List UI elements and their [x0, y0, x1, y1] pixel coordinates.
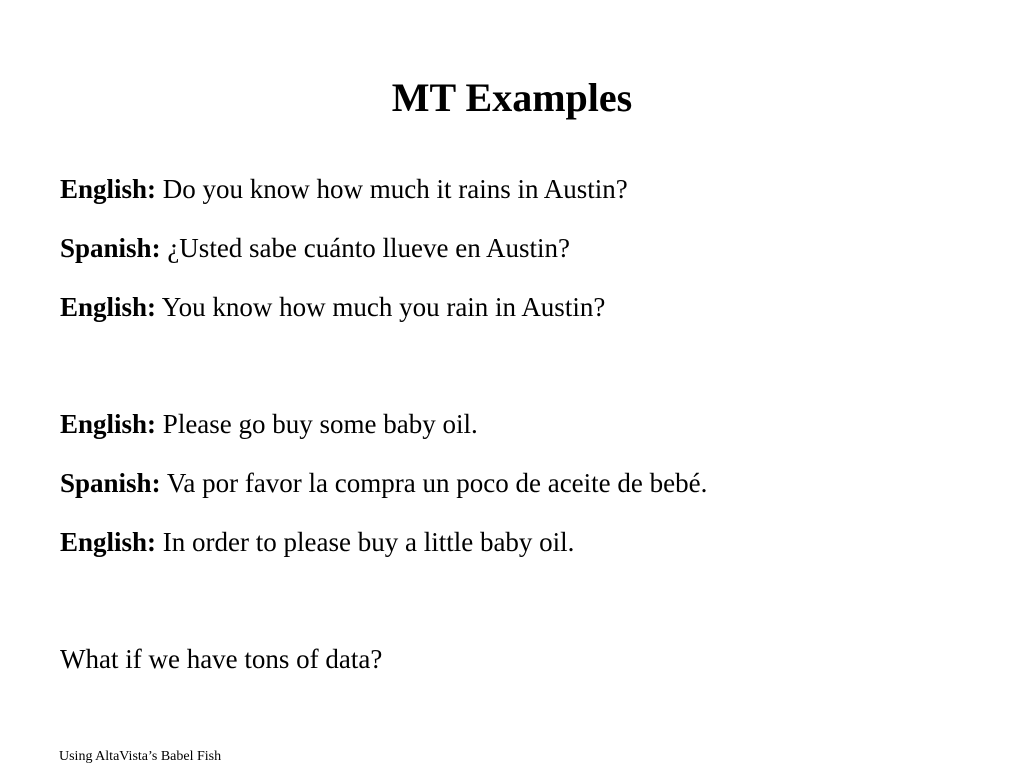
- sentence-text: ¿Usted sabe cuánto llueve en Austin?: [167, 233, 570, 263]
- sentence-text: Please go buy some baby oil.: [162, 409, 478, 439]
- sentence-text: Va por favor la compra un poco de aceite de bebé.: [166, 468, 708, 498]
- example2-english-back-translation: [60, 524, 574, 560]
- language-label: Spanish:: [60, 233, 161, 263]
- footer-caption: Using AltaVista’s Babel Fish: [59, 749, 222, 764]
- example2-english-source: [60, 406, 478, 442]
- slide-title: MT Examples: [391, 75, 633, 120]
- language-label: English:: [60, 292, 157, 322]
- language-label: English:: [60, 409, 157, 439]
- language-label: English:: [60, 174, 157, 204]
- language-label: English:: [60, 527, 157, 557]
- sentence-text: You know how much you rain in Austin?: [161, 292, 606, 322]
- example1-english-back-translation: [60, 289, 605, 325]
- question-text: What if we have tons of data?: [60, 644, 383, 674]
- example2-spanish-translation: [60, 465, 707, 501]
- sentence-text: Do you know how much it rains in Austin?: [162, 174, 628, 204]
- language-label: Spanish:: [60, 468, 161, 498]
- example1-english-source: [60, 171, 628, 207]
- sentence-text: In order to please buy a little baby oil.: [162, 527, 575, 557]
- example1-spanish-translation: [60, 230, 570, 266]
